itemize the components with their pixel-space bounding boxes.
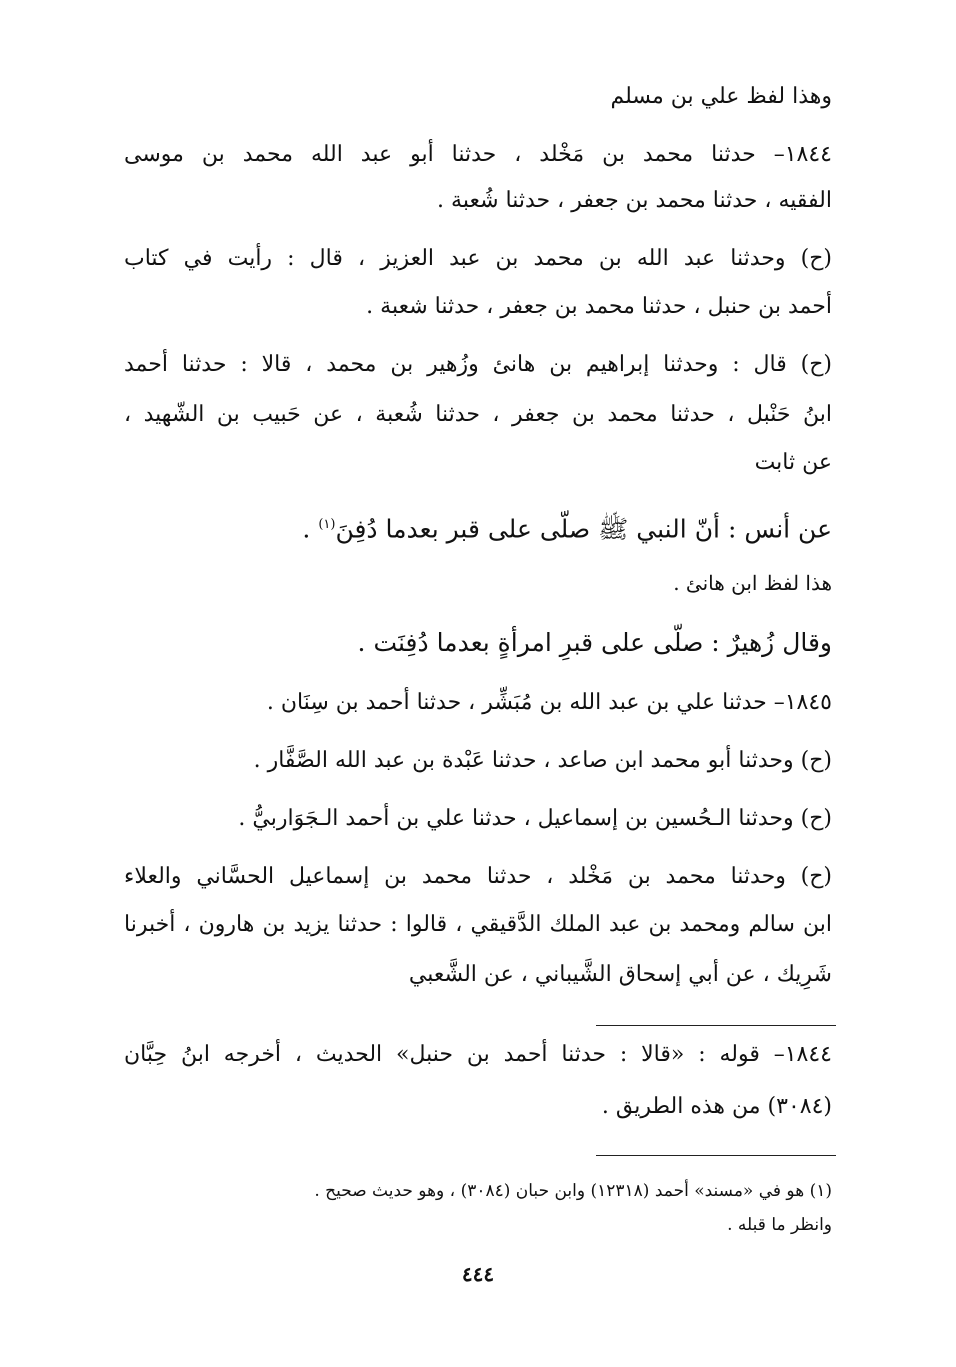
isnad-line-3: (ح) قال : وحدثنا إبراهيم بن هانئ وزُهير بن محمد ، قالا : حدثنا أحمد: [124, 352, 832, 377]
isnad-line-5: عن ثابت: [754, 450, 832, 475]
hadith-1845-line-2: (ح) وحدثنا أبو محمد ابن صاعد ، حدثنا عَبْدة بن عبد الله الصَّفَّار .: [253, 748, 832, 773]
wording-note: هذا لفظ ابن هانئ .: [673, 571, 832, 595]
hadith-1845-line-4: (ح) وحدثنا محمد بن مَخْلد ، حدثنا محمد بن إسماعيل الحسَّاني والعلاء: [124, 864, 832, 889]
isnad-line-2: أحمد بن حنبل ، حدثنا محمد بن جعفر ، حدثنا شعبة .: [366, 294, 832, 319]
hadith-1845-line-1: ١٨٤٥– حدثنا علي بن عبد الله بن مُبَشِّر ، حدثنا أحمد بن سِنَان .: [266, 690, 832, 715]
intro-line: وهذا لفظ علي بن مسلم: [610, 84, 832, 109]
page-number: ٤٤٤: [461, 1262, 495, 1286]
footnote-ref: (١): [318, 517, 336, 532]
matn-end: .: [302, 514, 319, 544]
footnote-line-2: وانظر ما قبله .: [727, 1215, 832, 1235]
hadith-1845-line-3: (ح) وحدثنا الـحُسين بن إسماعيل ، حدثنا علي بن أحمد الـجَوَاربيُّ .: [238, 806, 832, 831]
matn-line: [302, 510, 832, 544]
hadith-1845-line-6: شَرِيك ، عن أبي إسحاق الشَّيباني ، عن الشَّعبي: [408, 962, 832, 987]
isnad-line-4: ابنُ حَنْبل ، حدثنا محمد بن جعفر ، حدثنا شُعبة ، عن حَبيب بن الشّهيد ،: [124, 402, 832, 427]
hadith-1845-line-5: ابن سالم ومحمد بن عبد الملك الدَّقيقي ، قالوا : حدثنا يزيد بن هارون ، أخبرنا: [124, 912, 832, 937]
commentary-line-1: ١٨٤٤– قوله : «قالا : حدثنا أحمد بن حنبل» الحديث ، أخرجه ابنُ حِبَّان: [124, 1042, 832, 1067]
hadith-1844-line-2: الفقيه ، حدثنا محمد بن جعفر ، حدثنا شُعبة .: [437, 188, 832, 213]
zuhair-wording: وقال زُهيرٌ : صلّى على قبرِ امرأةٍ بعدما دُفِنَت .: [357, 628, 832, 657]
hadith-1844-line-1: ١٨٤٤– حدثنا محمد بن مَخْلد ، حدثنا أبو عبد الله محمد بن موسى: [124, 142, 832, 167]
matn-text: عن أنس : أنّ النبي ﷺ صلّى على قبر بعدما دُفِنَ: [335, 514, 832, 544]
commentary-divider: [596, 1025, 836, 1026]
commentary-line-2: (٣٠٨٤) من هذه الطريق .: [601, 1094, 832, 1119]
footnote-divider: [596, 1155, 836, 1156]
isnad-line-1: (ح) وحدثنا عبد الله بن محمد بن عبد العزيز ، قال : رأيت في كتاب: [124, 246, 832, 271]
footnote-line-1: (١) هو في «مسند» أحمد (١٢٣١٨) وابن حبان (٣٠٨٤) ، وهو حديث صحيح .: [314, 1181, 832, 1201]
